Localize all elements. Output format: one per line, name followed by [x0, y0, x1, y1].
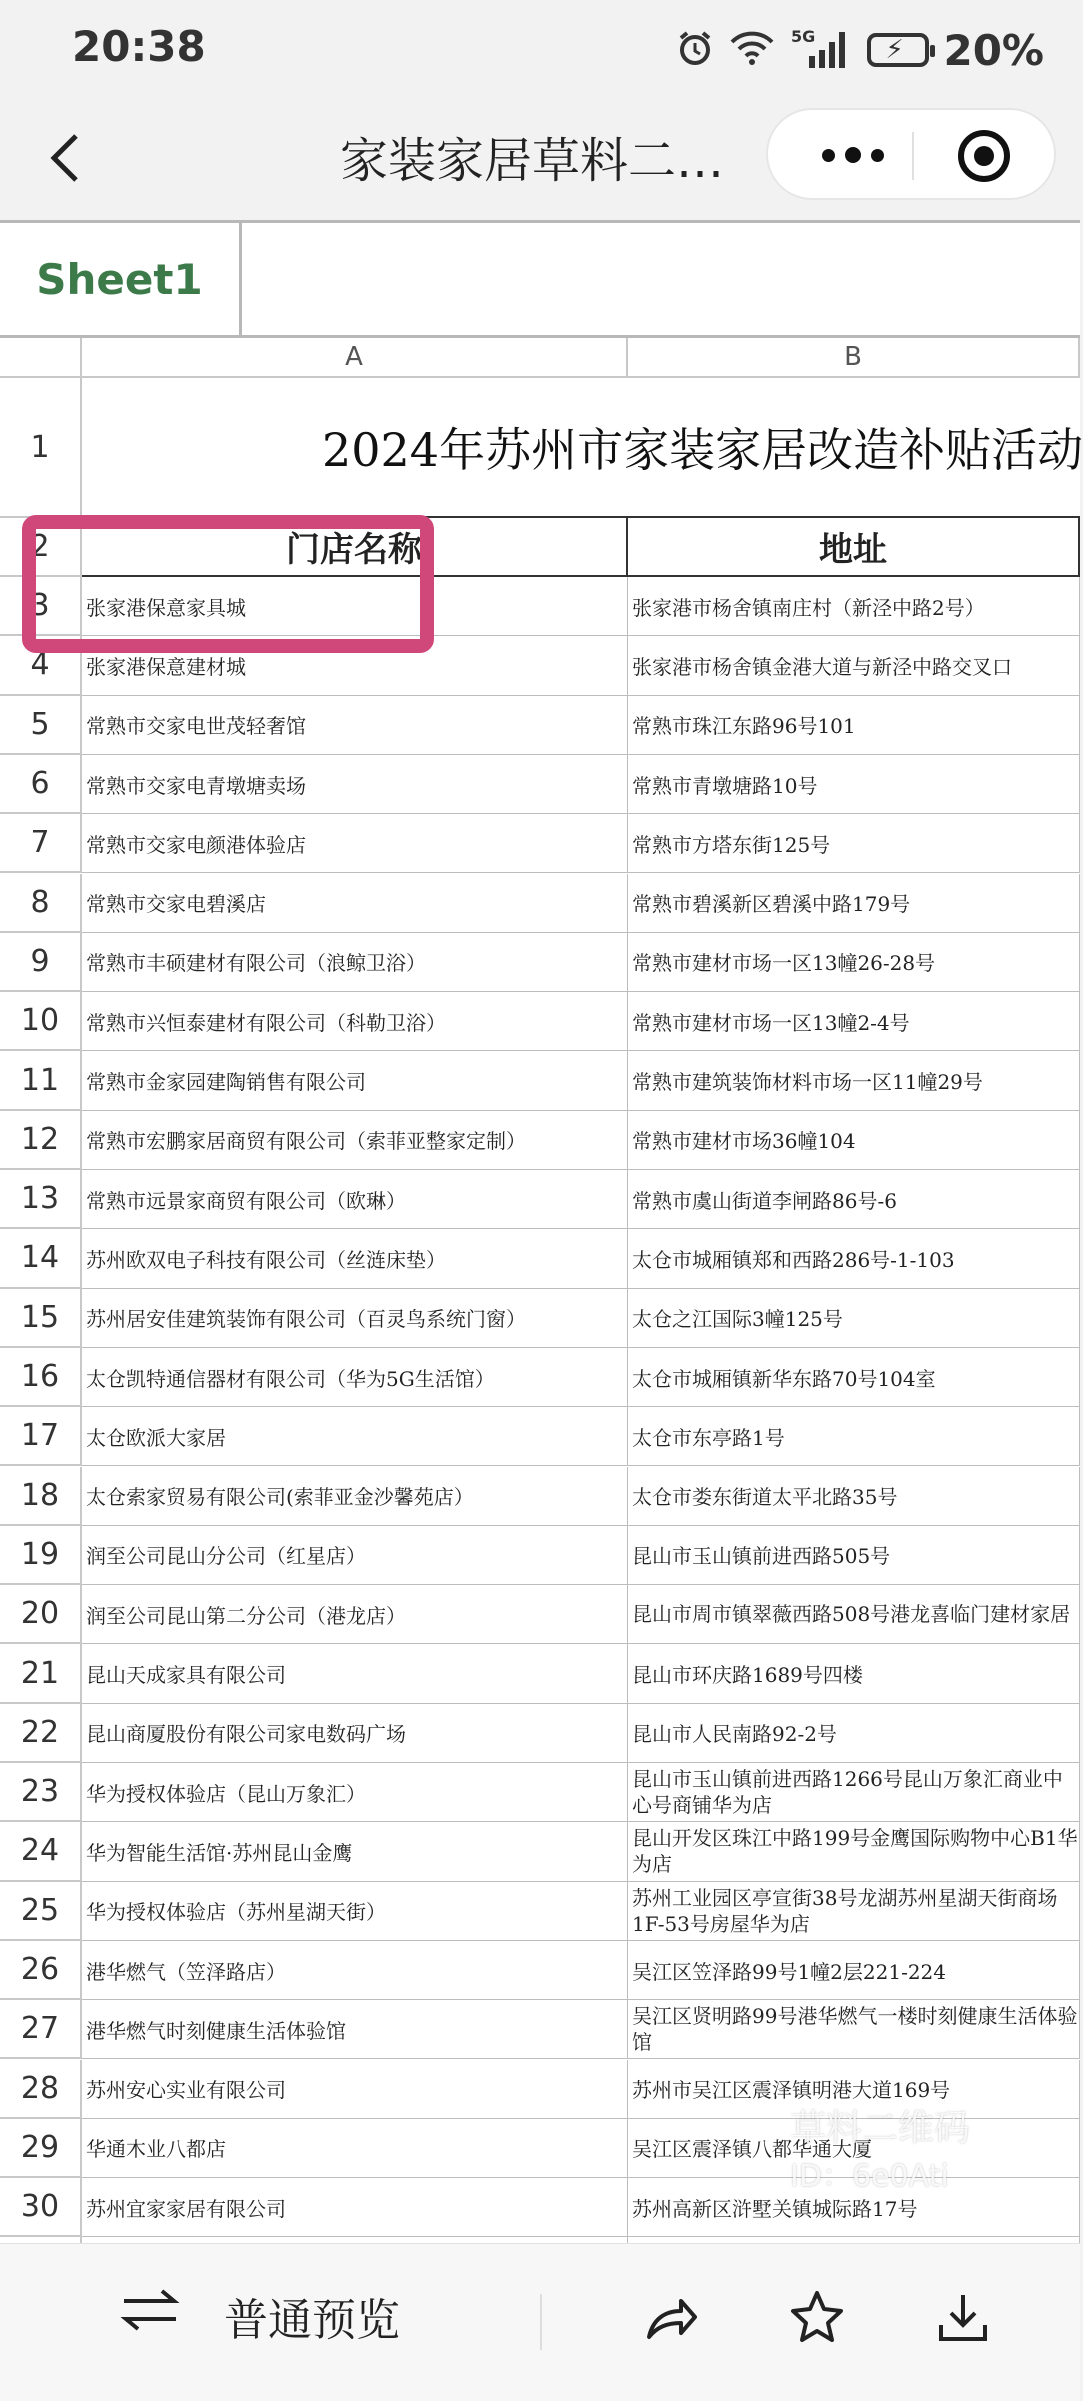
battery-percent: 20% — [943, 25, 1044, 75]
watermark — [790, 2100, 970, 2195]
row-number: 10 — [0, 992, 82, 1051]
cell-address[interactable]: 苏州高新区浒墅关镇城际路17号 — [628, 2178, 1080, 2237]
watermark-text: 草料二维码 — [790, 2108, 971, 2149]
cell-address[interactable]: 吴江区贤明路99号港华燃气一楼时刻健康生活体验馆 — [628, 2000, 1080, 2059]
cell-address[interactable]: 常熟市建筑装饰材料市场一区11幢29号 — [628, 1051, 1080, 1110]
cell-address[interactable]: 吴江区震泽镇八都华通大厦 — [628, 2119, 1080, 2178]
cell-address[interactable]: 常熟市青墩塘路10号 — [628, 755, 1080, 814]
cell-store-name[interactable]: 润至公司昆山第二分公司（港龙店） — [82, 1585, 628, 1644]
cell-address[interactable]: 昆山市玉山镇前进西路1266号昆山万象汇商业中心号商铺华为店 — [628, 1763, 1080, 1822]
sheet-title[interactable]: 2024年苏州市家装家居改造补贴活动 — [82, 378, 1080, 518]
cell-store-name[interactable]: 太仓凯特通信器材有限公司（华为5G生活馆） — [82, 1348, 628, 1407]
cell-store-name[interactable]: 苏州居安佳建筑装饰有限公司（百灵鸟系统门窗） — [82, 1289, 628, 1348]
cell-store-name[interactable]: 张家港保意家具城 — [82, 577, 628, 636]
svg-text:5G: 5G — [791, 27, 816, 46]
cell-address[interactable]: 苏州工业园区亭宣街38号龙湖苏州星湖天街商场1F-53号房屋华为店 — [628, 1882, 1080, 1941]
row-number: 14 — [0, 1229, 82, 1288]
share-icon[interactable] — [636, 2282, 706, 2352]
mini-program-capsule — [766, 108, 1056, 200]
row-number: 30 — [0, 2178, 82, 2237]
cell-store-name[interactable]: 常熟市远景家商贸有限公司（欧琳） — [82, 1170, 628, 1229]
cell-store-name[interactable]: 太仓欧派大家居 — [82, 1407, 628, 1466]
cell-store-name[interactable]: 苏州安心实业有限公司 — [82, 2060, 628, 2119]
download-icon[interactable] — [928, 2282, 998, 2352]
star-icon[interactable] — [782, 2282, 852, 2352]
row-number: 22 — [0, 1704, 82, 1763]
preview-label: 普通预览 — [224, 2295, 400, 2346]
cell-address[interactable]: 昆山市人民南路92-2号 — [628, 1704, 1080, 1763]
cell-store-name[interactable]: 常熟市兴恒泰建材有限公司（科勒卫浴） — [82, 992, 628, 1051]
row-number: 9 — [0, 933, 82, 992]
cell-store-name[interactable]: 张家港保意建材城 — [82, 636, 628, 695]
row-number: 3 — [0, 577, 82, 636]
battery-icon: ⚡ — [867, 33, 929, 67]
preview-mode-button[interactable] — [120, 2276, 400, 2356]
cell-store-name[interactable]: 苏州宜家家居有限公司 — [82, 2178, 628, 2237]
cell-address[interactable]: 常熟市珠江东路96号101 — [628, 696, 1080, 755]
signal-5g-icon — [789, 26, 853, 74]
cell-store-name[interactable]: 华为授权体验店（昆山万象汇） — [82, 1763, 628, 1822]
row-number: 13 — [0, 1170, 82, 1229]
more-icon[interactable] — [808, 128, 898, 182]
cell-store-name[interactable]: 港华燃气（笠泽路店） — [82, 1941, 628, 2000]
row-number: 11 — [0, 1051, 82, 1110]
row-number: 23 — [0, 1763, 82, 1822]
cell-address[interactable]: 太仓之江国际3幢125号 — [628, 1289, 1080, 1348]
row-number: 5 — [0, 696, 82, 755]
cell-address[interactable]: 苏州市吴江区震泽镇明港大道169号 — [628, 2060, 1080, 2119]
cell-address[interactable]: 常熟市方塔东街125号 — [628, 814, 1080, 873]
column-header-a[interactable]: A — [82, 338, 628, 378]
cell-store-name[interactable]: 华通木业八都店 — [82, 2119, 628, 2178]
cell-address[interactable]: 太仓市东亭路1号 — [628, 1407, 1080, 1466]
column-header-b[interactable]: B — [628, 338, 1080, 378]
status-time: 20:38 — [72, 22, 206, 71]
cell-address[interactable]: 昆山市玉山镇前进西路505号 — [628, 1526, 1080, 1585]
cell-store-name[interactable]: 常熟市交家电碧溪店 — [82, 874, 628, 933]
cell-address[interactable]: 太仓市娄东街道太平北路35号 — [628, 1467, 1080, 1526]
alarm-icon — [675, 28, 715, 72]
cell-store-name[interactable]: 常熟市交家电青墩塘卖场 — [82, 755, 628, 814]
row-number: 1 — [0, 378, 82, 518]
header-address[interactable]: 地址 — [628, 518, 1080, 577]
row-number: 6 — [0, 755, 82, 814]
cell-store-name[interactable]: 常熟市金家园建陶销售有限公司 — [82, 1051, 628, 1110]
row-number: 7 — [0, 814, 82, 873]
cell-address[interactable]: 昆山市环庆路1689号四楼 — [628, 1644, 1080, 1703]
cell-address[interactable]: 太仓市城厢镇新华东路70号104室 — [628, 1348, 1080, 1407]
highlight-annotation-box — [22, 515, 434, 653]
cell-address[interactable]: 张家港市杨舍镇南庄村（新泾中路2号） — [628, 577, 1080, 636]
bottom-divider — [540, 2294, 542, 2350]
row-number: 25 — [0, 1882, 82, 1941]
row-number: 16 — [0, 1348, 82, 1407]
swap-icon — [120, 2285, 180, 2347]
row-number: 28 — [0, 2060, 82, 2119]
corner-cell — [0, 338, 82, 378]
row-number: 20 — [0, 1585, 82, 1644]
cell-address[interactable]: 常熟市建材市场一区13幢26-28号 — [628, 933, 1080, 992]
cell-address[interactable]: 昆山市周市镇翠薇西路508号港龙喜临门建材家居 — [628, 1585, 1080, 1644]
cell-address[interactable]: 常熟市虞山街道李闸路86号-6 — [628, 1170, 1080, 1229]
cell-address[interactable]: 昆山开发区珠江中路199号金鹰国际购物中心B1华为店 — [628, 1822, 1080, 1881]
status-icons — [675, 24, 1044, 76]
cell-address[interactable]: 吴江区笠泽路99号1幢2层221-224 — [628, 1941, 1080, 2000]
row-number: 15 — [0, 1289, 82, 1348]
cell-store-name[interactable]: 常熟市宏鹏家居商贸有限公司（索菲亚整家定制） — [82, 1111, 628, 1170]
capsule-divider — [912, 132, 914, 180]
wifi-icon — [729, 28, 775, 72]
tab-sheet1[interactable]: Sheet1 — [0, 223, 242, 335]
row-number: 27 — [0, 2000, 82, 2059]
row-number: 4 — [0, 636, 82, 695]
cell-store-name[interactable]: 昆山商厦股份有限公司家电数码广场 — [82, 1704, 628, 1763]
row-number: 2 — [0, 518, 82, 577]
nav-bar — [0, 100, 1080, 220]
sheet-tabs — [0, 220, 1080, 338]
cell-address[interactable]: 常熟市建材市场一区13幢2-4号 — [628, 992, 1080, 1051]
back-icon[interactable] — [36, 128, 96, 188]
cell-address[interactable]: 常熟市建材市场36幢104 — [628, 1111, 1080, 1170]
cell-address[interactable]: 常熟市碧溪新区碧溪中路179号 — [628, 874, 1080, 933]
cell-store-name[interactable]: 常熟市丰硕建材有限公司（浪鲸卫浴） — [82, 933, 628, 992]
cell-store-name[interactable]: 苏州欧双电子科技有限公司（丝涟床垫） — [82, 1229, 628, 1288]
cell-store-name[interactable]: 润至公司昆山分公司（红星店） — [82, 1526, 628, 1585]
row-number: 26 — [0, 1941, 82, 2000]
header-store-name[interactable]: 门店名称 — [82, 518, 628, 577]
row-number: 24 — [0, 1822, 82, 1881]
row-number: 8 — [0, 874, 82, 933]
status-bar — [0, 0, 1080, 100]
row-number: 17 — [0, 1407, 82, 1466]
cell-address[interactable]: 太仓市城厢镇郑和西路286号-1-103 — [628, 1229, 1080, 1288]
page-title: 家装家居草料二… — [340, 133, 725, 189]
cell-store-name[interactable]: 昆山天成家具有限公司 — [82, 1644, 628, 1703]
row-number: 19 — [0, 1526, 82, 1585]
row-number: 12 — [0, 1111, 82, 1170]
row-number: 18 — [0, 1467, 82, 1526]
row-number: 29 — [0, 2119, 82, 2178]
cell-store-name[interactable]: 常熟市交家电世茂轻奢馆 — [82, 696, 628, 755]
cell-store-name[interactable]: 华为授权体验店（苏州星湖天街） — [82, 1882, 628, 1941]
cell-store-name[interactable]: 太仓索家贸易有限公司(索菲亚金沙馨苑店） — [82, 1467, 628, 1526]
target-icon[interactable] — [958, 130, 1010, 182]
cell-address[interactable]: 张家港市杨舍镇金港大道与新泾中路交叉口 — [628, 636, 1080, 695]
row-number: 21 — [0, 1644, 82, 1703]
cell-store-name[interactable]: 华为智能生活馆·苏州昆山金鹰 — [82, 1822, 628, 1881]
cell-store-name[interactable]: 港华燃气时刻健康生活体验馆 — [82, 2000, 628, 2059]
watermark-id: ID：6e0Ati — [790, 2159, 949, 2194]
cell-store-name[interactable]: 常熟市交家电颜港体验店 — [82, 814, 628, 873]
bottom-toolbar — [0, 2243, 1080, 2401]
